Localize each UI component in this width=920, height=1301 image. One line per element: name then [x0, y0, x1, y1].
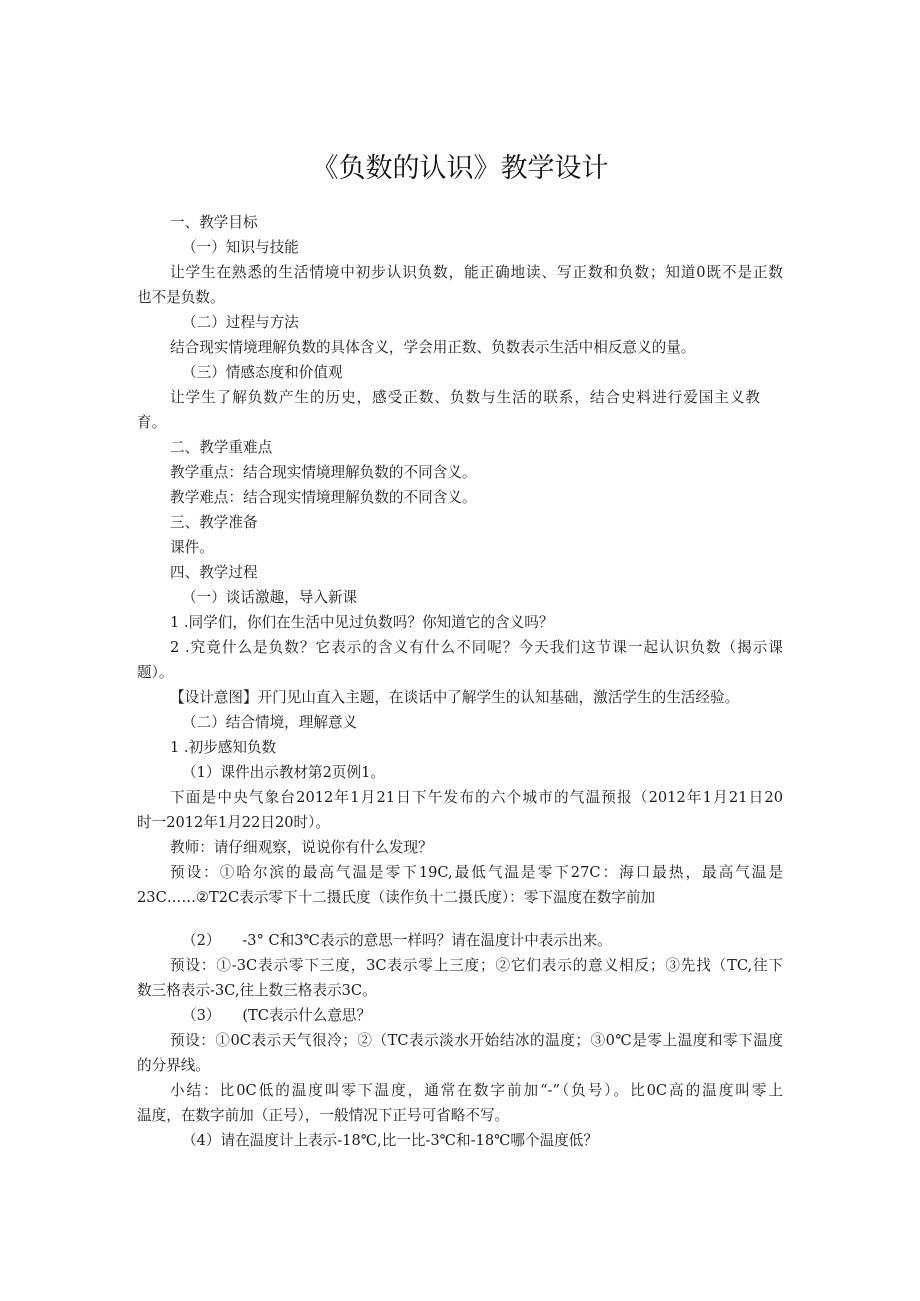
paragraph-line: 小结：比0C低的温度叫零下温度，通常在数字前加“-”（负号）。比0C高的温度叫零上 [170, 1082, 783, 1099]
heading-teaching-goals: 一、教学目标 [170, 214, 258, 231]
paragraph-line: 教学重点：结合现实情境理解负数的不同含义。 [170, 464, 477, 481]
document-title: 《负数的认识》教学设计 [311, 153, 609, 184]
paragraph-line: 题）。 [137, 664, 174, 681]
subheading-knowledge-skills: （一）知识与技能 [182, 239, 299, 256]
paragraph-line: 温度，在数字前加（正号），一般情况下正号可省略不写。 [137, 1107, 510, 1124]
paragraph-line: 育。 [137, 414, 167, 431]
paragraph-line: 教学难点：结合现实情境理解负数的不同含义。 [170, 489, 477, 506]
list-item: （2） -3° C和3℃表示的意思一样吗？请在温度计中表示出来。 [182, 932, 612, 949]
subheading-process-method: （二）过程与方法 [182, 314, 299, 331]
paragraph-line: 23C……②T2C表示零下十二摄氏度（读作负十二摄氏度）：零下温度在数字前加 [137, 889, 656, 906]
design-intent: 【设计意图】开门见山直入主题，在谈话中了解学生的认知基础，激活学生的生活经验。 [170, 689, 740, 706]
list-item: 2 .究竟什么是负数？它表示的含义有什么不同呢？今天我们这节课一起认识负数（揭示课 [170, 639, 783, 656]
paragraph-line: 预设：①-3C表示零下三度，3C表示零上三度；②它们表示的意义相反；③先找（TC,往下 [170, 957, 783, 974]
heading-key-difficult-points: 二、教学重难点 [170, 439, 273, 456]
paragraph-line: 教师：请仔细观察，说说你有什么发现？ [170, 839, 433, 856]
paragraph-line: 时一2012年1月22日20时）。 [137, 814, 331, 831]
list-item: 1 .初步感知负数 [170, 739, 277, 756]
paragraph-line: 课件。 [170, 539, 214, 556]
subheading-intro: （一）谈话激趣，导入新课 [182, 589, 358, 606]
list-item: （3） (TC表示什么意思？ [182, 1007, 372, 1024]
paragraph-line: 让学生了解负数产生的历史，感受正数、负数与生活的联系，结合史料进行爱国主义教 [170, 389, 760, 406]
paragraph-line: 预设：①0C表示天气很冷；②（TC表示淡水开始结冰的温度；③0℃是零上温度和零下温度 [170, 1032, 783, 1049]
paragraph-line: 结合现实情境理解负数的具体含义，学会用正数、负数表示生活中相反意义的量。 [170, 339, 696, 356]
subheading-emotion-values: （三）情感态度和价值观 [182, 364, 343, 381]
paragraph-line: 也不是负数。 [137, 289, 225, 306]
paragraph-line: 让学生在熟悉的生活情境中初步认识负数，能正确地读、写正数和负数；知道0既不是正数 [170, 264, 783, 281]
paragraph-line: 的分界线。 [137, 1057, 210, 1074]
heading-preparation: 三、教学准备 [170, 514, 258, 531]
paragraph-line: 下面是中央气象台2012年1月21日下午发布的六个城市的气温预报（2012年1月21日20 [170, 789, 783, 806]
paragraph-line: 预设：①哈尔滨的最高气温是零下19C,最低气温是零下27C：海口最热，最高气温是 [170, 864, 783, 881]
heading-teaching-process: 四、教学过程 [170, 564, 258, 581]
subheading-situation: （二）结合情境，理解意义 [182, 714, 358, 731]
paragraph-line: 数三格表示-3C,往上数三格表示3C。 [137, 982, 377, 999]
list-item: （4）请在温度计上表示-18℃,比一比-3℃和-18℃哪个温度低？ [182, 1132, 598, 1149]
list-item: （1）课件出示教材第2页例1。 [182, 764, 385, 781]
list-item: 1 .同学们，你们在生活中见过负数吗？你知道它的含义吗？ [170, 614, 554, 631]
